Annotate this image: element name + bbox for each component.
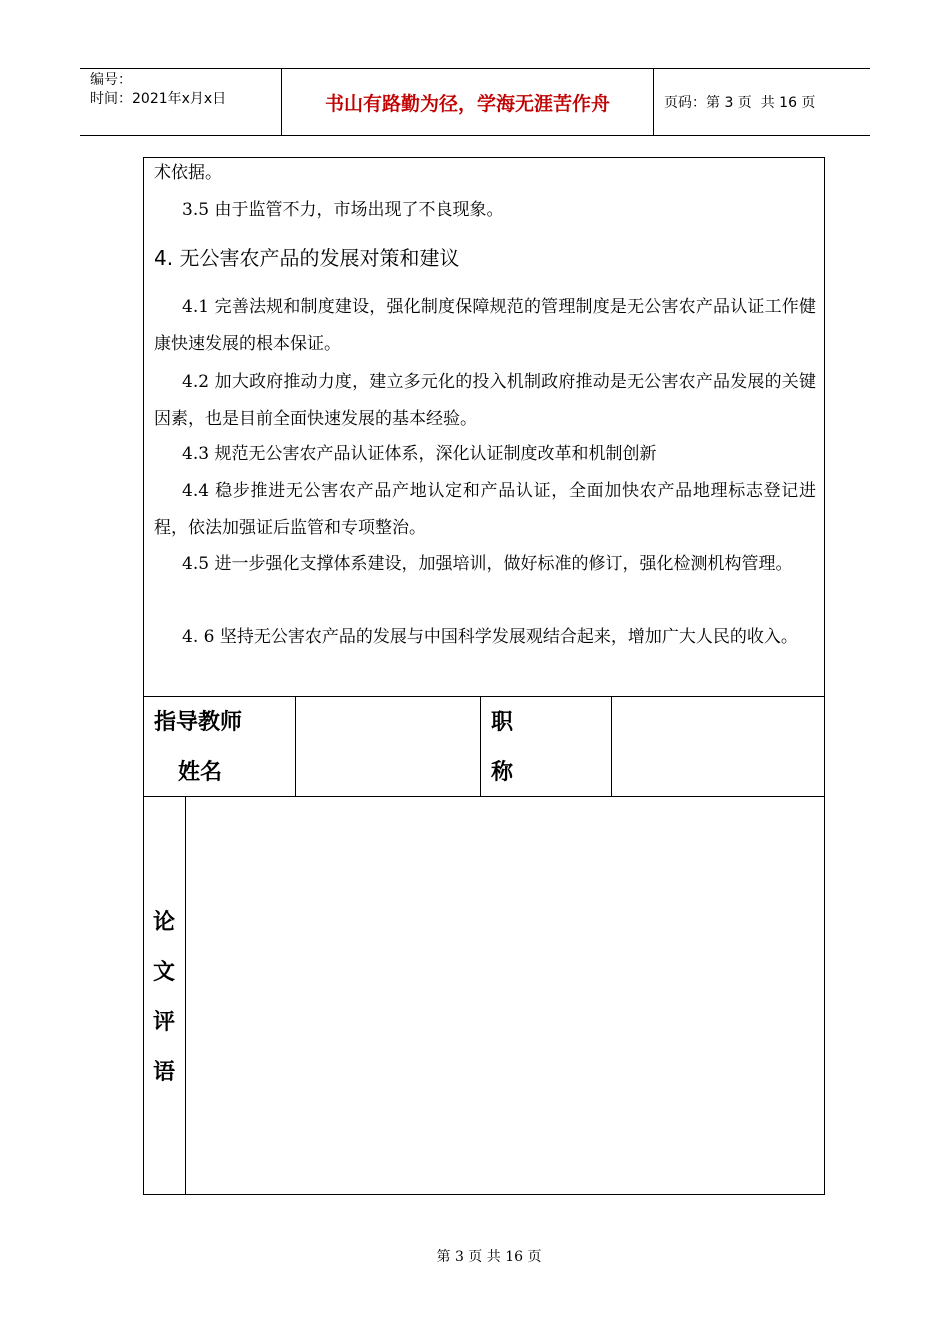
comment-label-char: 文 — [153, 960, 176, 985]
page-footer: 第 3 页 共 16 页 — [436, 1249, 542, 1265]
comment-label-cell — [144, 797, 186, 1194]
content-cell — [144, 158, 824, 696]
header-motto: 书山有路勤为径，学海无涯苦作舟 — [282, 69, 654, 135]
paragraph-continuation: 术依据。 — [154, 163, 222, 183]
paragraph-4-6: 4. 6 坚持无公害农产品的发展与中国科学发展观结合起来，增加广大人民的收入。 — [182, 627, 798, 647]
title-label-line2: 称 — [491, 760, 514, 785]
comment-label-char: 论 — [153, 910, 176, 935]
header-meta — [80, 69, 282, 135]
comment-row — [144, 796, 824, 1194]
comment-label-char: 语 — [153, 1060, 176, 1085]
document-date-label: 时间：2021年x月x日 — [90, 91, 227, 107]
teacher-label-line1: 指导教师 — [154, 710, 243, 735]
teacher-name-field[interactable] — [296, 697, 481, 796]
paragraph-4-4: 4.4 稳步推进无公害农产品产地认定和产品认证，全面加快农产品地理标志登记进程，依法加强证后监管和专项整治。 — [154, 481, 816, 538]
title-label-cell — [481, 697, 612, 796]
paragraph-4-5: 4.5 进一步强化支撑体系建设，加强培训，做好标准的修订，强化检测机构管理。 — [182, 554, 793, 574]
teacher-label-cell — [144, 697, 296, 796]
form-table — [143, 157, 825, 1195]
paragraph-4-3: 4.3 规范无公害农产品认证体系，深化认证制度改革和机制创新 — [182, 444, 657, 464]
comment-label-char: 评 — [153, 1010, 176, 1035]
title-field[interactable] — [612, 697, 824, 796]
header-page-info — [654, 69, 870, 135]
paragraph-4-1: 4.1 完善法规和制度建设，强化制度保障规范的管理制度是无公害农产品认证工作健康快速发展的根本保证。 — [154, 297, 816, 354]
title-label-line1: 职 — [491, 710, 514, 735]
teacher-label-line2: 姓名 — [178, 760, 223, 785]
page-info-text: 页码：第 3 页 共 16 页 — [664, 95, 816, 111]
paragraph-3-5: 3.5 由于监管不力，市场出现了不良现象。 — [182, 200, 504, 220]
document-number-label: 编号： — [90, 72, 132, 88]
page-header — [80, 68, 870, 136]
comment-field[interactable] — [186, 797, 824, 1194]
paragraph-4-2: 4.2 加大政府推动力度，建立多元化的投入机制政府推动是无公害农产品发展的关键因素，也是目前全面快速发展的基本经验。 — [154, 372, 816, 429]
section-heading-4: 4. 无公害农产品的发展对策和建议 — [154, 246, 460, 270]
teacher-row — [144, 696, 824, 796]
